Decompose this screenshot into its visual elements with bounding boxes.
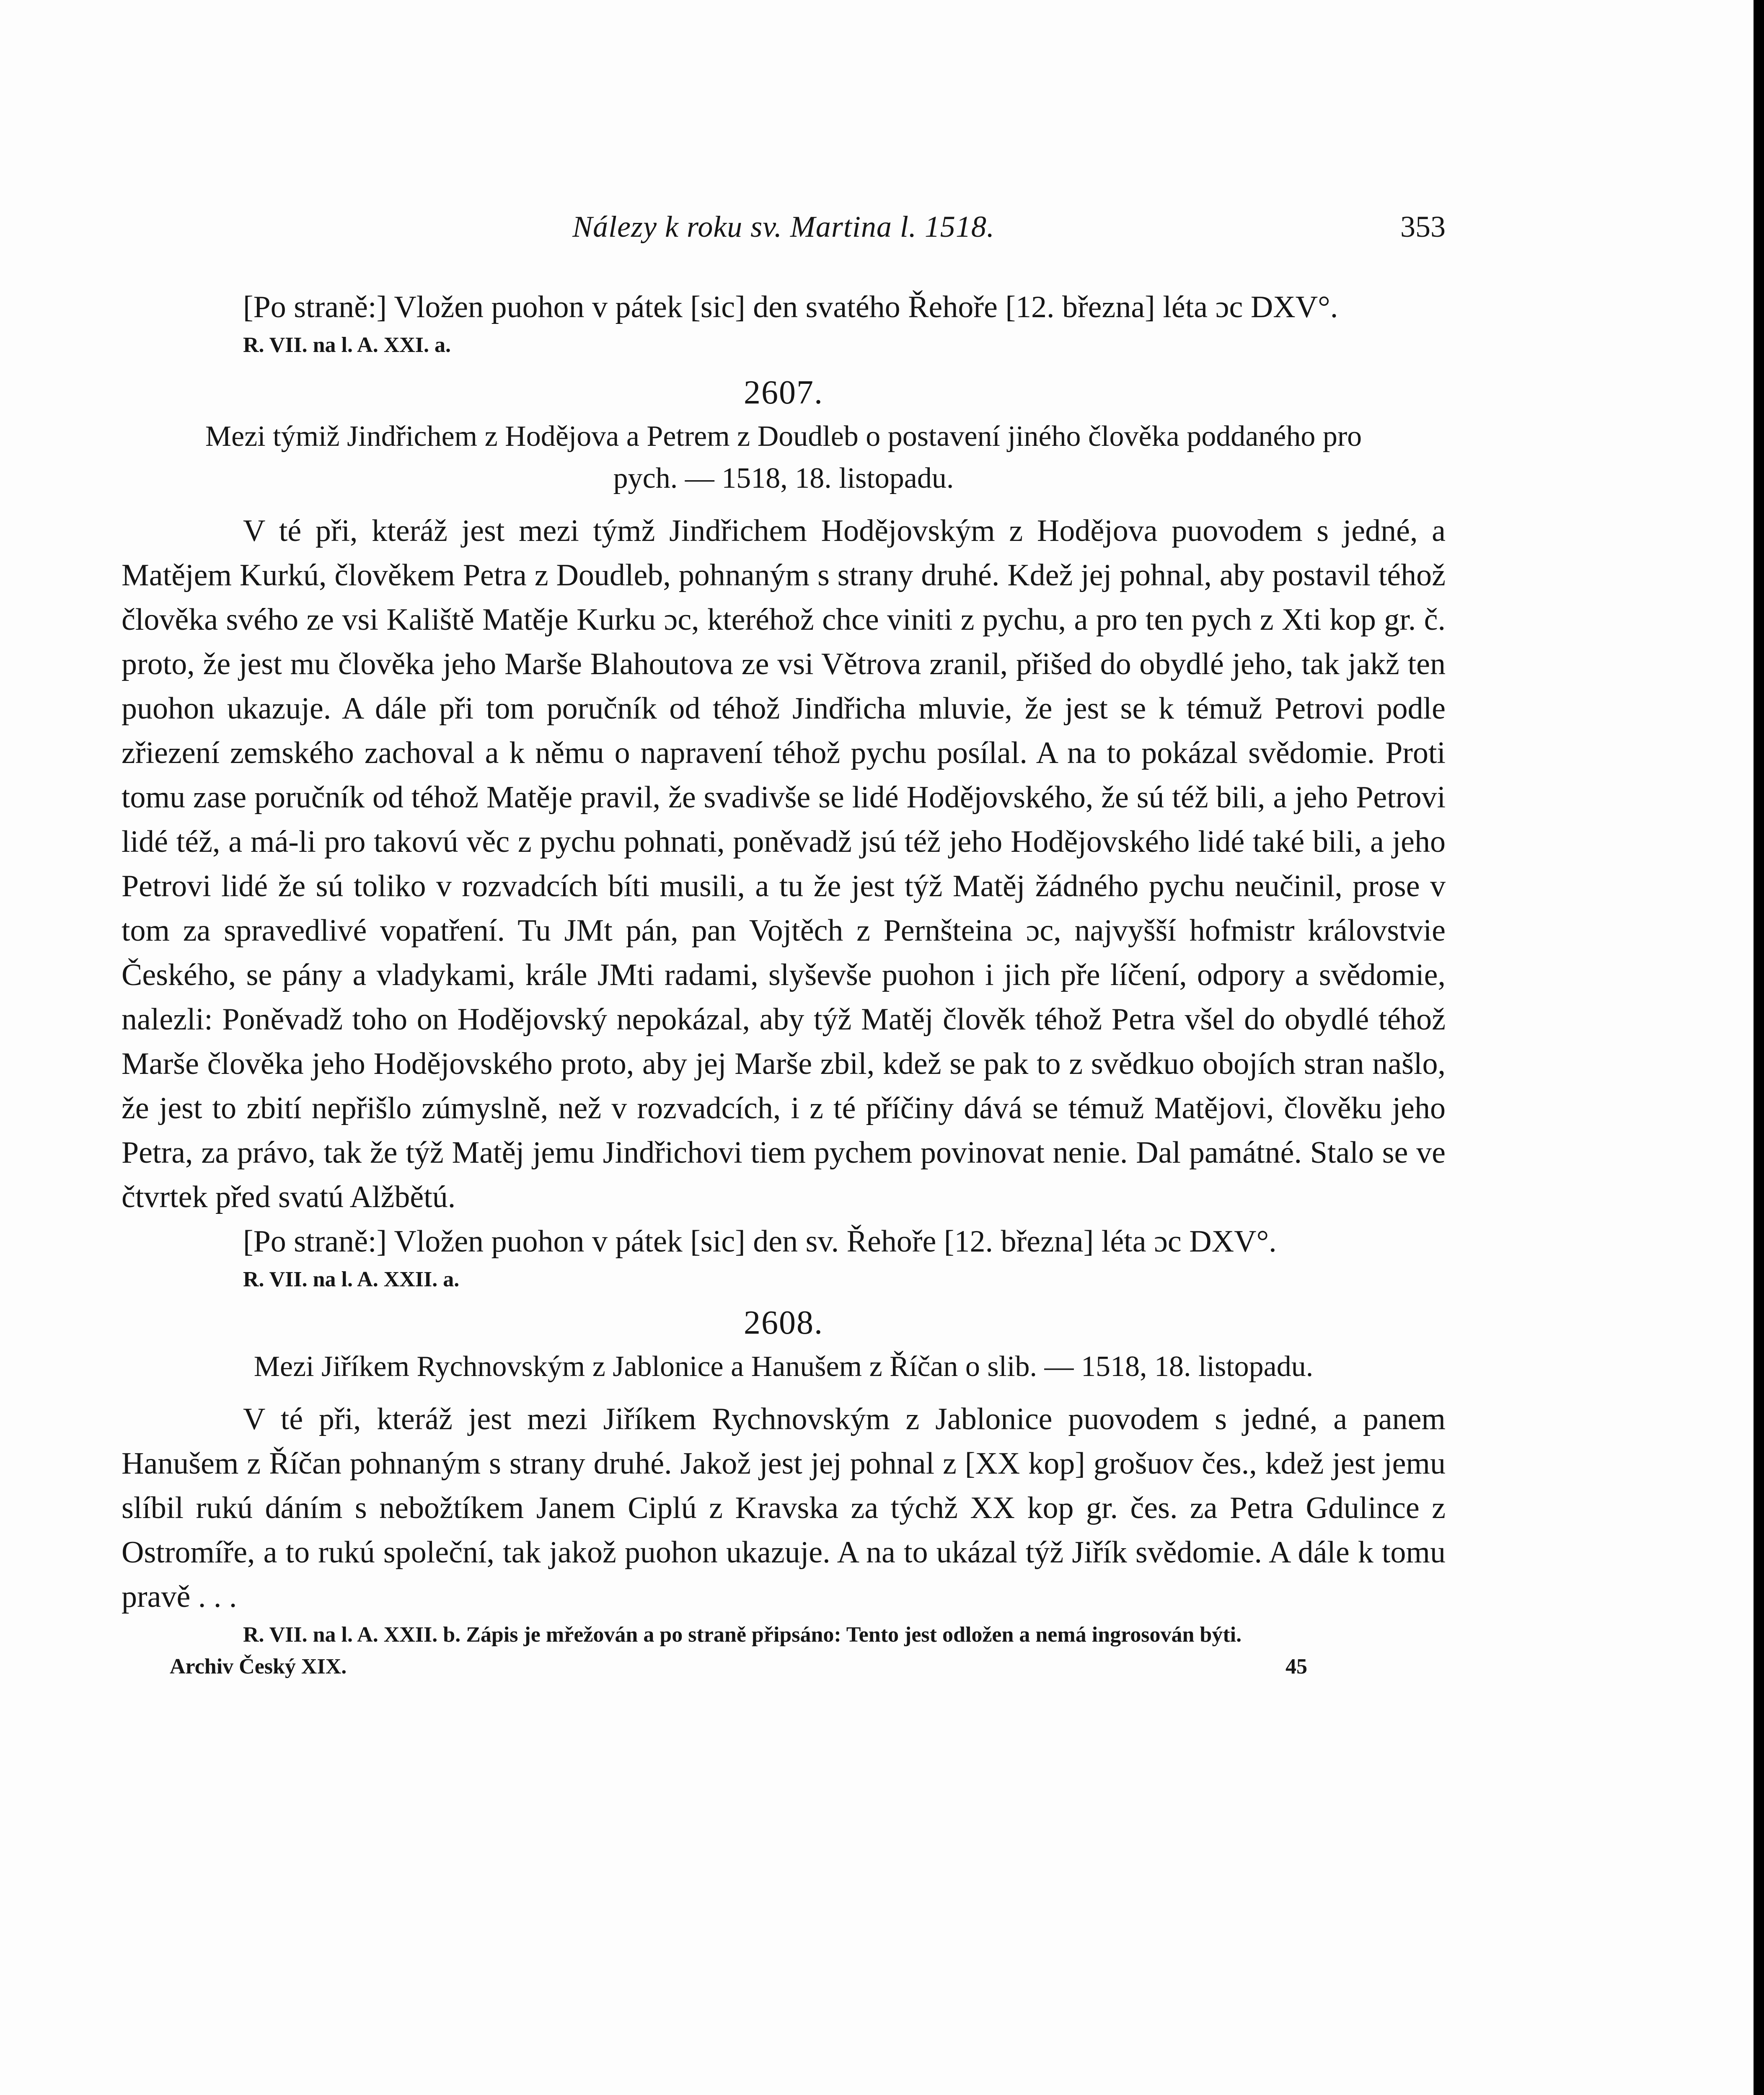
signature-number: 45	[1285, 1655, 1307, 1679]
entry-2608-number: 2608.	[744, 1304, 823, 1341]
entry-2607-summary: Mezi týmiž Jindřichem z Hodějova a Petrem z Doudleb o postavení jiného člověka poddaného pro pych. — 1518, 18. listopadu.	[205, 420, 1362, 494]
entry-2607-side-note: [Po straně:] Vložen puohon v pátek [sic] den sv. Řehoře [12. března] léta ɔc DXV°.	[243, 1224, 1277, 1259]
page-number: 353	[1400, 210, 1446, 243]
signature-mark: Archiv Český XIX.	[170, 1655, 347, 1679]
entry-2607-number: 2607.	[744, 374, 823, 411]
entry-2607-body: V té při, kteráž jest mezi týmž Jindřichem Hodějovským z Hodějova puovodem s jedné, a Matějem Kurkú, člověkem Petra z Doudleb, pohnaným s strany druhé. Kdež jej pohnal, aby postavil téhož člověka svého ze vsi Kaliště Matěje Kurku ɔc, kteréhož chce viniti z pychu, a pro ten pych z Xti kop gr. č. proto, že jest mu člověka jeho Marše Blahoutova ze vsi Větrova zranil, přišed do obydlé jeho, tak jakž ten puohon ukazuje. A dále při tom poručník od téhož Jindřicha mluvie, že jest se k témuž Petrovi podle zřiezení zemského zachoval a k němu o napravení téhož pychu posílal. A na to pokázal svědomie. Proti tomu zase poručník od téhož Matěje pravil, že svadivše se lidé Hodějovského, že sú též bili, a jeho Petrovi lidé též, a má-li pro takovú věc z pychu pohnati, poněvadž jsú též jeho Hodějovského lidé také bili, a jeho Petrovi lidé že sú toliko v rozvadcích bíti musili, a tu že jest týž Matěj žádného pychu neučinil, prose v tom za spravedlivé vopatření. Tu JMt pán, pan Vojtěch z Pernšteina ɔc, najvyšší hofmistr královstvie Českého, se pány a vladykami, krále JMti radami, slyševše puohon i jich pře líčení, odpory a svědomie, nalezli: Poněvadž toho on Hodějovský nepokázal, aby týž Matěj člověk téhož Petra všel do obydlé téhož Marše člověka jeho Hodějovského proto, aby jej Marše zbil, kdež se pak to z svědkuo obojích stran našlo, že jest to zbití nepřišlo zúmyslně, než v rozvadcích, i z té příčiny dává se témuž Matějovi, člověku jeho Petra, za právo, tak že týž Matěj jemu Jindřichovi tiem pychem povinovat nenie. Dal památné. Stalo se ve čtvrtek před svatú Alžbětú.	[122, 514, 1446, 1214]
entry-2608-body: V té při, kteráž jest mezi Jiříkem Rychnovským z Jablonice puovodem s jedné, a panem Hanušem z Říčan pohnaným s strany druhé. Jakož jest jej pohnal z [XX kop] grošuov čes., kdež jest jemu slíbil rukú dáním s nebožtíkem Janem Ciplú z Kravska za týchž XX kop gr. čes. za Petra Gdulince z Ostromíře, a to rukú společní, tak jakož puohon ukazuje. A na to ukázal týž Jiřík svědomie. A dále k tomu pravě . . .	[122, 1402, 1446, 1614]
signature-line	[122, 1651, 1446, 1683]
page-header	[122, 210, 1446, 251]
entry-2608-footnote: R. VII. na l. A. XXII. b. Zápis je mřežován a po straně připsáno: Tento jest odložen a nemá ingrosován býti.	[243, 1623, 1242, 1647]
top-side-note: [Po straně:] Vložen puohon v pátek [sic] den svatého Řehoře [12. března] léta ɔc DXV°.	[243, 290, 1338, 324]
entry-2607-reference: R. VII. na l. A. XXII. a.	[243, 1267, 460, 1291]
page-body	[122, 285, 1446, 1683]
running-title: Nálezy k roku sv. Martina l. 1518.	[572, 210, 995, 243]
top-reference: R. VII. na l. A. XXI. a.	[243, 333, 451, 357]
entry-2608-summary: Mezi Jiříkem Rychnovským z Jablonice a Hanušem z Říčan o slib. — 1518, 18. listopadu.	[253, 1350, 1314, 1383]
